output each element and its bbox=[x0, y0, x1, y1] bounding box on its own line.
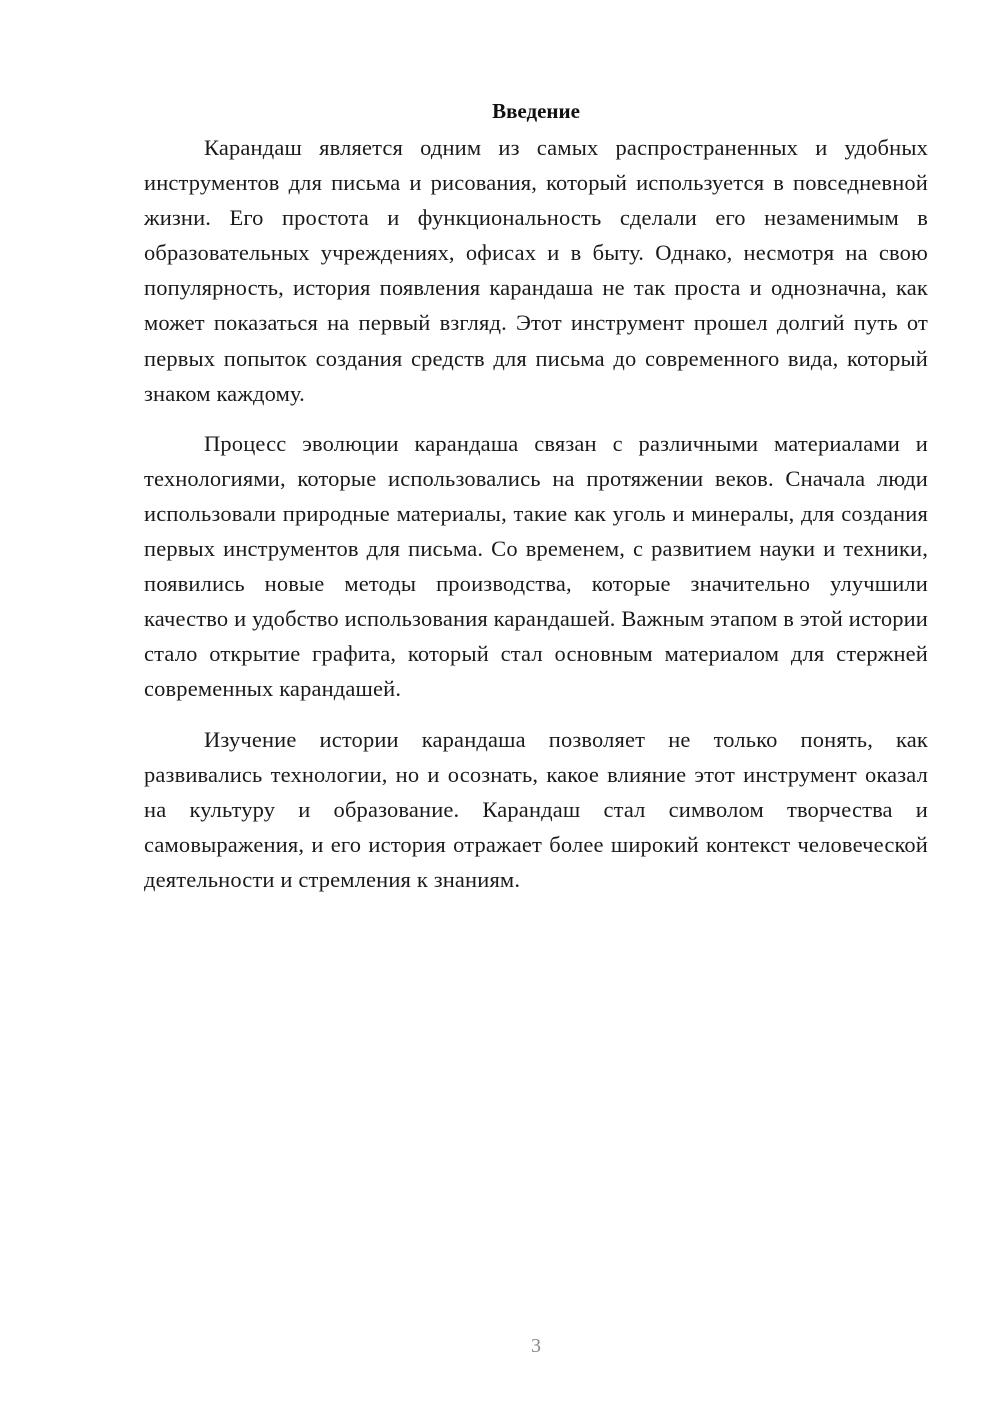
page-number: 3 bbox=[531, 1335, 541, 1357]
section-heading: Введение bbox=[492, 99, 580, 123]
paragraph-2: Процесс эволюции карандаша связан с различными материалами и технологиями, которые использовались на протяжении веков. Сначала люди использовали природные материалы, такие как уголь и минералы, для создания первых инструментов для письма. Со временем, с развитием науки и техники, появились новые методы производства, которые значительно улучшили качество и удобство использования карандашей. Важным этапом в этой истории стало открытие графита, который стал основным материалом для стержней современных карандашей. bbox=[144, 430, 928, 702]
paragraph-1: Карандаш является одним из самых распространенных и удобных инструментов для письма и рисования, который используется в повседневной жизни. Его простота и функциональность сделали его незаменимым в образовательных учреждениях, офисах и в быту. Однако, несмотря на свою популярность, история появления карандаша не так проста и однозначна, как может показаться на первый взгляд. Этот инструмент прошел долгий путь от первых попыток создания средств для письма до современного вида, который знаком каждому. bbox=[144, 135, 928, 406]
paragraph-3: Изучение истории карандаша позволяет не только понять, как развивались технологии, но и осознать, какое влияние этот инструмент оказал на культуру и образование. Карандаш стал символом творчества и самовыражения, и его история отражает более широкий контекст человеческой деятельности и стремления к знаниям. bbox=[144, 726, 928, 892]
page-content bbox=[144, 96, 928, 912]
